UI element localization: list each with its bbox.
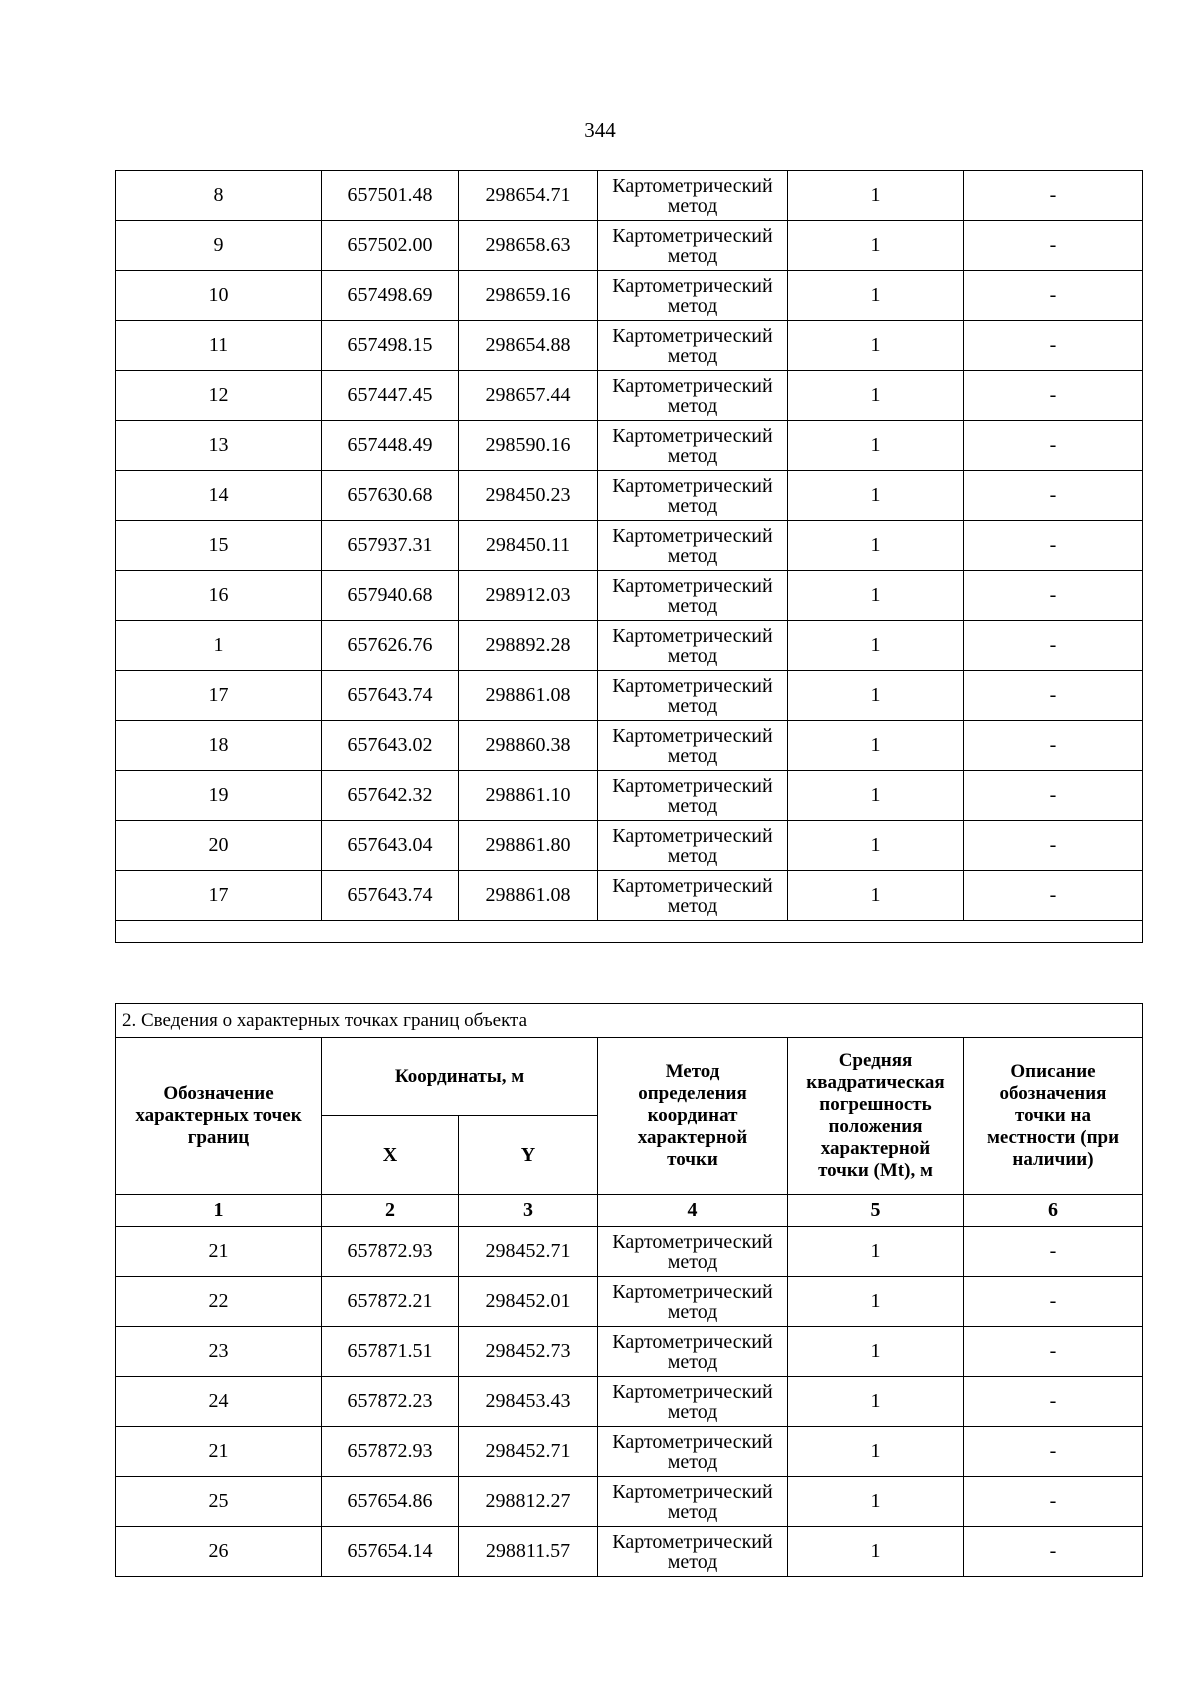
- table-row: [116, 221, 1143, 271]
- point-cell: 10: [116, 271, 322, 321]
- mt-cell: 1: [788, 621, 964, 671]
- method-cell: [598, 771, 788, 821]
- page-number: 344: [584, 118, 616, 142]
- method-line: метод: [667, 544, 718, 567]
- header-line: Средняя: [838, 1050, 913, 1071]
- table-row: [116, 371, 1143, 421]
- description-cell: -: [964, 821, 1143, 871]
- header-line: наличии): [1012, 1149, 1094, 1170]
- method-cell: [598, 1427, 788, 1477]
- mt-cell: 1: [788, 171, 964, 221]
- method-cell: [598, 521, 788, 571]
- header-line: обозначения: [999, 1083, 1107, 1104]
- column-number-row: [116, 1195, 1143, 1227]
- boundary-points-table-continued: [115, 170, 1143, 943]
- header-line: Метод: [665, 1061, 720, 1082]
- table-row: [116, 1377, 1143, 1427]
- method-line: метод: [667, 694, 718, 717]
- y-coordinate-cell: 298912.03: [459, 571, 598, 621]
- header-description: [964, 1038, 1143, 1195]
- x-coordinate-cell: 657642.32: [322, 771, 459, 821]
- x-coordinate-cell: 657872.21: [322, 1277, 459, 1327]
- method-line: метод: [667, 1550, 718, 1573]
- header-line: характерных точек: [135, 1105, 302, 1126]
- mt-cell: 1: [788, 671, 964, 721]
- header-y: Y: [459, 1116, 598, 1195]
- method-cell: [598, 221, 788, 271]
- method-line: метод: [667, 344, 718, 367]
- method-line: Картометрический: [612, 1530, 773, 1553]
- table-row: [116, 171, 1143, 221]
- description-cell: -: [964, 671, 1143, 721]
- x-coordinate-cell: 657643.04: [322, 821, 459, 871]
- method-cell: [598, 821, 788, 871]
- point-cell: 26: [116, 1527, 322, 1577]
- point-cell: 19: [116, 771, 322, 821]
- method-line: Картометрический: [612, 374, 773, 397]
- table-row: [116, 321, 1143, 371]
- header-coordinates: Координаты, м: [322, 1038, 598, 1116]
- description-cell: -: [964, 521, 1143, 571]
- method-line: Картометрический: [612, 424, 773, 447]
- mt-cell: 1: [788, 371, 964, 421]
- method-line: метод: [667, 244, 718, 267]
- method-cell: [598, 471, 788, 521]
- mt-cell: 1: [788, 1227, 964, 1277]
- table-row: [116, 771, 1143, 821]
- table-row: [116, 521, 1143, 571]
- method-line: метод: [667, 1400, 718, 1423]
- y-coordinate-cell: 298892.28: [459, 621, 598, 671]
- mt-cell: 1: [788, 471, 964, 521]
- header-line: погрешность: [819, 1094, 932, 1115]
- header-line: точки (Mt), м: [818, 1160, 933, 1181]
- x-coordinate-cell: 657643.02: [322, 721, 459, 771]
- x-coordinate-cell: 657654.86: [322, 1477, 459, 1527]
- column-number: 6: [964, 1195, 1143, 1227]
- table-row: [116, 621, 1143, 671]
- point-cell: 16: [116, 571, 322, 621]
- table-row: [116, 471, 1143, 521]
- mt-cell: 1: [788, 821, 964, 871]
- point-cell: 25: [116, 1477, 322, 1527]
- method-line: метод: [667, 1300, 718, 1323]
- y-coordinate-cell: 298654.88: [459, 321, 598, 371]
- mt-cell: 1: [788, 1527, 964, 1577]
- table-body: [116, 1227, 1143, 1577]
- description-cell: -: [964, 321, 1143, 371]
- description-cell: -: [964, 1427, 1143, 1477]
- header-line: границ: [187, 1127, 250, 1148]
- y-coordinate-cell: 298654.71: [459, 171, 598, 221]
- table-row: [116, 821, 1143, 871]
- method-line: Картометрический: [612, 1480, 773, 1503]
- point-cell: 1: [116, 621, 322, 671]
- empty-cell: [116, 921, 1143, 943]
- method-line: Картометрический: [612, 874, 773, 897]
- method-line: Картометрический: [612, 474, 773, 497]
- description-cell: -: [964, 371, 1143, 421]
- description-cell: -: [964, 721, 1143, 771]
- y-coordinate-cell: 298450.11: [459, 521, 598, 571]
- header-mt: [788, 1038, 964, 1195]
- table-row: [116, 1277, 1143, 1327]
- method-line: метод: [667, 894, 718, 917]
- point-cell: 24: [116, 1377, 322, 1427]
- description-cell: -: [964, 421, 1143, 471]
- table-row: [116, 1527, 1143, 1577]
- table-row: [116, 671, 1143, 721]
- column-number: 5: [788, 1195, 964, 1227]
- method-line: Картометрический: [612, 1430, 773, 1453]
- method-line: Картометрический: [612, 1380, 773, 1403]
- mt-cell: 1: [788, 721, 964, 771]
- header-line: местности (при: [986, 1127, 1120, 1148]
- header-line: точки: [667, 1149, 718, 1170]
- mt-cell: 1: [788, 1277, 964, 1327]
- method-line: метод: [667, 644, 718, 667]
- mt-cell: 1: [788, 321, 964, 371]
- header-method: [598, 1038, 788, 1195]
- x-coordinate-cell: 657937.31: [322, 521, 459, 571]
- method-cell: [598, 421, 788, 471]
- point-cell: 8: [116, 171, 322, 221]
- header-line: Обозначение: [163, 1083, 274, 1104]
- y-coordinate-cell: 298450.23: [459, 471, 598, 521]
- point-cell: 11: [116, 321, 322, 371]
- header-line: координат: [647, 1105, 738, 1126]
- boundary-points-table: [115, 1003, 1143, 1577]
- method-line: Картометрический: [612, 824, 773, 847]
- header-line: Описание: [1010, 1061, 1096, 1082]
- description-cell: -: [964, 1277, 1143, 1327]
- method-line: метод: [667, 1250, 718, 1273]
- method-cell: [598, 1227, 788, 1277]
- point-cell: 15: [116, 521, 322, 571]
- x-coordinate-cell: 657643.74: [322, 871, 459, 921]
- description-cell: -: [964, 1227, 1143, 1277]
- y-coordinate-cell: 298657.44: [459, 371, 598, 421]
- y-coordinate-cell: 298452.71: [459, 1227, 598, 1277]
- table-row: [116, 271, 1143, 321]
- mt-cell: 1: [788, 1327, 964, 1377]
- point-cell: 17: [116, 871, 322, 921]
- column-number: 2: [322, 1195, 459, 1227]
- point-cell: 13: [116, 421, 322, 471]
- y-coordinate-cell: 298861.08: [459, 871, 598, 921]
- table-title-row: [116, 1004, 1143, 1038]
- x-coordinate-cell: 657447.45: [322, 371, 459, 421]
- method-line: метод: [667, 1450, 718, 1473]
- method-line: метод: [667, 744, 718, 767]
- table-row: [116, 1227, 1143, 1277]
- method-line: Картометрический: [612, 524, 773, 547]
- table-row: [116, 1427, 1143, 1477]
- header-line: положения: [828, 1116, 923, 1137]
- method-line: метод: [667, 444, 718, 467]
- mt-cell: 1: [788, 1377, 964, 1427]
- header-line: квадратическая: [806, 1072, 945, 1093]
- table-row: [116, 1477, 1143, 1527]
- method-line: Картометрический: [612, 624, 773, 647]
- method-line: метод: [667, 394, 718, 417]
- method-line: Картометрический: [612, 674, 773, 697]
- header-line: характерной: [820, 1138, 931, 1159]
- header-line: характерной: [637, 1127, 748, 1148]
- x-coordinate-cell: 657630.68: [322, 471, 459, 521]
- x-coordinate-cell: 657498.15: [322, 321, 459, 371]
- method-cell: [598, 1377, 788, 1427]
- header-x: X: [322, 1116, 459, 1195]
- point-cell: 21: [116, 1227, 322, 1277]
- mt-cell: 1: [788, 1477, 964, 1527]
- method-cell: [598, 1527, 788, 1577]
- method-line: Картометрический: [612, 174, 773, 197]
- description-cell: -: [964, 571, 1143, 621]
- point-cell: 20: [116, 821, 322, 871]
- method-cell: [598, 371, 788, 421]
- y-coordinate-cell: 298861.08: [459, 671, 598, 721]
- column-number: 3: [459, 1195, 598, 1227]
- point-cell: 22: [116, 1277, 322, 1327]
- y-coordinate-cell: 298812.27: [459, 1477, 598, 1527]
- method-line: Картометрический: [612, 774, 773, 797]
- x-coordinate-cell: 657872.93: [322, 1427, 459, 1477]
- table-body: [116, 171, 1143, 943]
- method-line: Картометрический: [612, 1230, 773, 1253]
- description-cell: -: [964, 1477, 1143, 1527]
- mt-cell: 1: [788, 1427, 964, 1477]
- y-coordinate-cell: 298658.63: [459, 221, 598, 271]
- table-row: [116, 1327, 1143, 1377]
- point-cell: 14: [116, 471, 322, 521]
- description-cell: -: [964, 471, 1143, 521]
- method-line: метод: [667, 594, 718, 617]
- table-row: [116, 571, 1143, 621]
- description-cell: -: [964, 1327, 1143, 1377]
- x-coordinate-cell: 657448.49: [322, 421, 459, 471]
- header-line: определения: [638, 1083, 747, 1104]
- method-cell: [598, 321, 788, 371]
- table-row: [116, 871, 1143, 921]
- x-coordinate-cell: 657501.48: [322, 171, 459, 221]
- method-line: метод: [667, 1350, 718, 1373]
- description-cell: -: [964, 871, 1143, 921]
- x-coordinate-cell: 657654.14: [322, 1527, 459, 1577]
- method-cell: [598, 571, 788, 621]
- method-line: Картометрический: [612, 1330, 773, 1353]
- method-line: Картометрический: [612, 274, 773, 297]
- column-number: 4: [598, 1195, 788, 1227]
- method-line: метод: [667, 494, 718, 517]
- description-cell: -: [964, 1377, 1143, 1427]
- y-coordinate-cell: 298453.43: [459, 1377, 598, 1427]
- method-line: метод: [667, 844, 718, 867]
- method-cell: [598, 1277, 788, 1327]
- point-cell: 17: [116, 671, 322, 721]
- mt-cell: 1: [788, 521, 964, 571]
- method-cell: [598, 1477, 788, 1527]
- description-cell: -: [964, 621, 1143, 671]
- method-line: Картометрический: [612, 574, 773, 597]
- method-line: метод: [667, 794, 718, 817]
- method-line: метод: [667, 294, 718, 317]
- description-cell: -: [964, 771, 1143, 821]
- y-coordinate-cell: 298861.10: [459, 771, 598, 821]
- mt-cell: 1: [788, 421, 964, 471]
- mt-cell: 1: [788, 271, 964, 321]
- mt-cell: 1: [788, 571, 964, 621]
- description-cell: -: [964, 221, 1143, 271]
- description-cell: -: [964, 171, 1143, 221]
- x-coordinate-cell: 657940.68: [322, 571, 459, 621]
- mt-cell: 1: [788, 771, 964, 821]
- x-coordinate-cell: 657643.74: [322, 671, 459, 721]
- empty-row: [116, 921, 1143, 943]
- x-coordinate-cell: 657626.76: [322, 621, 459, 671]
- method-cell: [598, 721, 788, 771]
- method-line: Картометрический: [612, 1280, 773, 1303]
- x-coordinate-cell: 657502.00: [322, 221, 459, 271]
- mt-cell: 1: [788, 221, 964, 271]
- point-cell: 21: [116, 1427, 322, 1477]
- y-coordinate-cell: 298860.38: [459, 721, 598, 771]
- x-coordinate-cell: 657498.69: [322, 271, 459, 321]
- method-line: Картометрический: [612, 324, 773, 347]
- y-coordinate-cell: 298452.01: [459, 1277, 598, 1327]
- point-cell: 23: [116, 1327, 322, 1377]
- method-cell: [598, 171, 788, 221]
- column-number: 1: [116, 1195, 322, 1227]
- method-cell: [598, 871, 788, 921]
- y-coordinate-cell: 298659.16: [459, 271, 598, 321]
- method-line: Картометрический: [612, 224, 773, 247]
- point-cell: 12: [116, 371, 322, 421]
- method-cell: [598, 271, 788, 321]
- description-cell: -: [964, 1527, 1143, 1577]
- y-coordinate-cell: 298861.80: [459, 821, 598, 871]
- method-line: метод: [667, 1500, 718, 1523]
- method-cell: [598, 671, 788, 721]
- header-point: [116, 1038, 322, 1195]
- y-coordinate-cell: 298452.73: [459, 1327, 598, 1377]
- x-coordinate-cell: 657872.23: [322, 1377, 459, 1427]
- table-title: 2. Сведения о характерных точках границ объекта: [116, 1004, 1143, 1038]
- y-coordinate-cell: 298452.71: [459, 1427, 598, 1477]
- x-coordinate-cell: 657871.51: [322, 1327, 459, 1377]
- description-cell: -: [964, 271, 1143, 321]
- point-cell: 9: [116, 221, 322, 271]
- method-cell: [598, 1327, 788, 1377]
- method-line: метод: [667, 194, 718, 217]
- method-line: Картометрический: [612, 724, 773, 747]
- header-row: [116, 1038, 1143, 1116]
- mt-cell: 1: [788, 871, 964, 921]
- y-coordinate-cell: 298811.57: [459, 1527, 598, 1577]
- point-cell: 18: [116, 721, 322, 771]
- header-line: точки на: [1015, 1105, 1091, 1126]
- method-cell: [598, 621, 788, 671]
- y-coordinate-cell: 298590.16: [459, 421, 598, 471]
- table-row: [116, 421, 1143, 471]
- table-row: [116, 721, 1143, 771]
- x-coordinate-cell: 657872.93: [322, 1227, 459, 1277]
